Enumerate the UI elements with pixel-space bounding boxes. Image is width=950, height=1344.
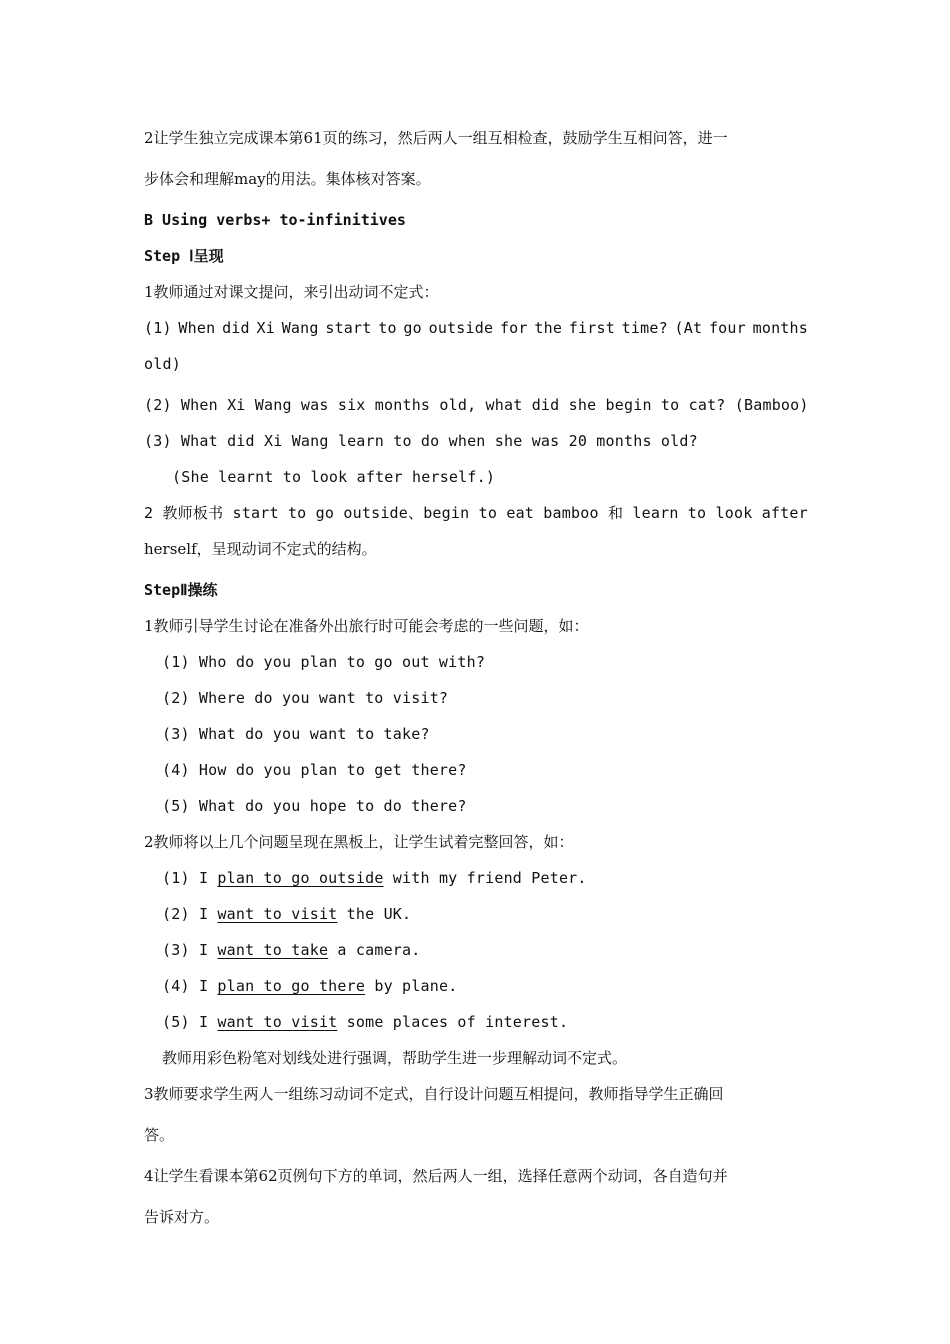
- list-item: (4) How do you plan to get there?: [162, 761, 467, 779]
- list-item: (1) Who do you plan to go out with?: [162, 653, 486, 671]
- paragraph-line-justified: [144, 495, 808, 531]
- item-number: (5): [162, 1013, 190, 1031]
- question-list: [144, 644, 808, 824]
- list-item: (3) What do you want to take?: [162, 725, 430, 743]
- word: eat: [506, 504, 535, 522]
- item-number: (1): [162, 869, 190, 887]
- word: 教师板书: [162, 504, 224, 522]
- underlined-verb-phrase: want to take: [217, 941, 329, 959]
- paragraph-line-continuation: herself，呈现动词不定式的结构。: [144, 540, 377, 558]
- list-item: (5) What do you hope to do there?: [162, 797, 467, 815]
- word: time?: [621, 319, 668, 337]
- step-heading: Step Ⅰ呈现: [144, 247, 224, 265]
- document-body: [144, 120, 808, 1240]
- list-item: (2) Where do you want to visit?: [162, 689, 449, 707]
- paragraph-line: 告诉对方。: [144, 1208, 220, 1226]
- item-rest: some places of interest.: [346, 1013, 569, 1031]
- step-heading: StepⅡ操练: [144, 581, 218, 599]
- list-item: [144, 932, 808, 968]
- list-item: [144, 896, 808, 932]
- word: 2: [144, 504, 154, 522]
- item-number: (4): [162, 977, 190, 995]
- item-number: (2): [162, 905, 190, 923]
- paragraph-line: 答。: [144, 1126, 175, 1144]
- item-subject: I: [198, 905, 209, 923]
- paragraph-line: 1教师通过对课文提问，来引出动词不定式：: [144, 283, 439, 301]
- paragraph-line: 3教师要求学生两人一组练习动词不定式，自行设计问题互相提问，教师指导学生正确回: [144, 1085, 724, 1103]
- paragraph-line: 2教师将以上几个问题呈现在黑板上，让学生试着完整回答，如：: [144, 833, 574, 851]
- question-line: (2) When Xi Wang was six months old, what did she begin to cat? (Bamboo): [144, 396, 809, 414]
- word: start: [232, 504, 279, 522]
- underlined-verb-phrase: want to visit: [217, 905, 338, 923]
- item-rest: with my friend Peter.: [392, 869, 587, 887]
- word: first: [568, 319, 615, 337]
- paragraph-line: 1教师引导学生讨论在准备外出旅行时可能会考虑的一些问题，如：: [144, 617, 589, 635]
- answer-list: [144, 860, 808, 1040]
- word: to: [287, 504, 307, 522]
- word: Wang: [281, 319, 319, 337]
- word: months: [752, 319, 808, 337]
- question-line-justified: [144, 310, 808, 346]
- word: start: [325, 319, 372, 337]
- word: (At: [674, 319, 703, 337]
- item-subject: I: [198, 1013, 209, 1031]
- word: look: [715, 504, 753, 522]
- item-rest: a camera.: [337, 941, 421, 959]
- word: after: [761, 504, 808, 522]
- word: to: [378, 319, 397, 337]
- word: Xi: [256, 319, 275, 337]
- item-rest: the UK.: [346, 905, 412, 923]
- word: did: [222, 319, 250, 337]
- underlined-verb-phrase: want to visit: [217, 1013, 338, 1031]
- list-item: [144, 860, 808, 896]
- word: (1): [144, 319, 172, 337]
- paragraph-line: 4让学生看课本第62页例句下方的单词，然后两人一组，选择任意两个动词，各自造句并: [144, 1167, 728, 1185]
- question-line-continuation: old): [144, 355, 181, 373]
- word: to: [478, 504, 498, 522]
- list-item: [144, 968, 808, 1004]
- word: the: [534, 319, 563, 337]
- word: for: [499, 319, 528, 337]
- word: go: [315, 504, 335, 522]
- word: 和: [607, 504, 624, 522]
- item-subject: I: [198, 941, 209, 959]
- paragraph-line: 教师用彩色粉笔对划线处进行强调，帮助学生进一步理解动词不定式。: [162, 1049, 628, 1067]
- word: When: [178, 319, 216, 337]
- paragraph-line: 2让学生独立完成课本第61页的练习，然后两人一组互相检查，鼓励学生互相问答，进一: [144, 129, 728, 147]
- answer-line: (She learnt to look after herself.): [172, 468, 496, 486]
- list-item: [144, 1004, 808, 1040]
- word: bamboo: [543, 504, 599, 522]
- word: outside、begin: [343, 504, 470, 522]
- word: learn: [632, 504, 679, 522]
- word: four: [708, 319, 746, 337]
- word: outside: [428, 319, 494, 337]
- word: go: [403, 319, 422, 337]
- question-line: (3) What did Xi Wang learn to do when she was 20 months old?: [144, 432, 698, 450]
- underlined-verb-phrase: plan to go there: [217, 977, 366, 995]
- underlined-verb-phrase: plan to go outside: [217, 869, 384, 887]
- word: to: [687, 504, 707, 522]
- item-subject: I: [198, 977, 209, 995]
- item-rest: by plane.: [374, 977, 458, 995]
- item-number: (3): [162, 941, 190, 959]
- section-heading: B Using verbs+ to-infinitives: [144, 211, 406, 229]
- item-subject: I: [198, 869, 209, 887]
- paragraph-line: 步体会和理解may的用法。集体核对答案。: [144, 170, 431, 188]
